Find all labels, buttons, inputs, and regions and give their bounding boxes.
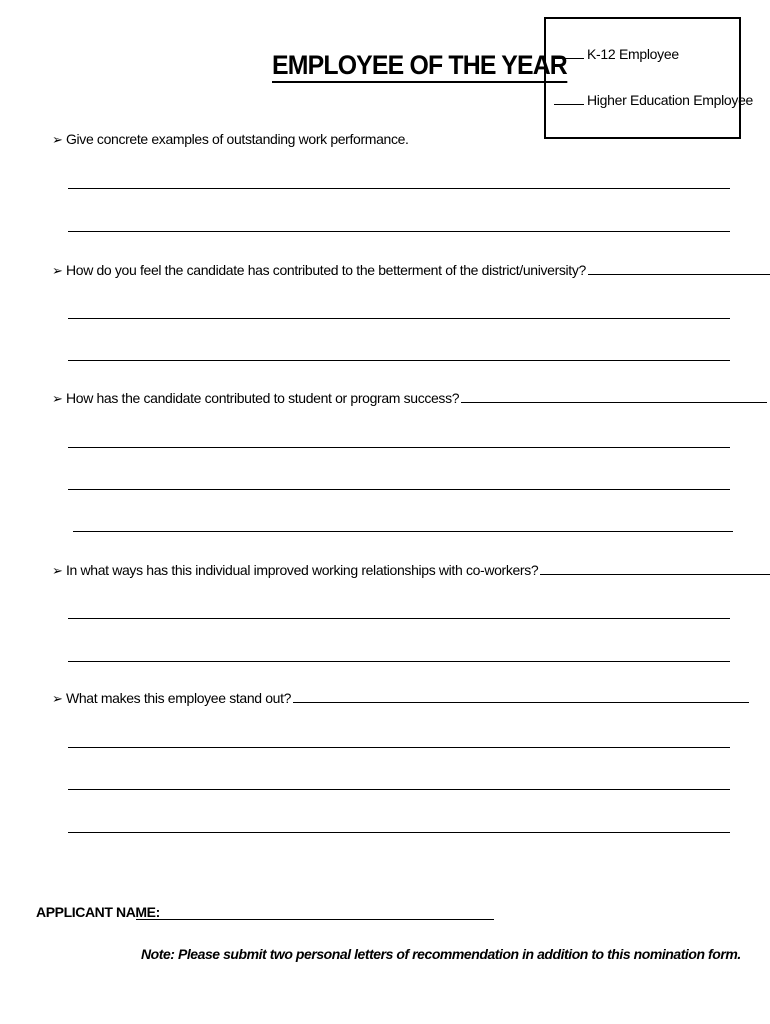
answer-line[interactable] [68,832,730,833]
answer-line[interactable] [68,360,730,361]
arrow-bullet-icon: ➢ [52,132,63,147]
question-1 [52,131,409,148]
question-4 [52,562,770,579]
category-k12-checkline[interactable] [554,57,584,59]
answer-line[interactable] [540,562,770,575]
question-5 [52,690,749,707]
answer-line[interactable] [68,188,730,189]
answer-line[interactable] [68,789,730,790]
category-higher-ed[interactable] [554,92,753,108]
question-5-text: What makes this employee stand out? [66,690,292,706]
category-higher-ed-checkline[interactable] [554,103,584,105]
arrow-bullet-icon: ➢ [52,563,63,578]
category-higher-ed-label: Higher Education Employee [587,92,754,108]
arrow-bullet-icon: ➢ [52,263,63,278]
answer-line[interactable] [293,690,749,703]
question-3-text: How has the candidate contributed to student or program success? [66,390,460,406]
answer-line[interactable] [588,262,770,275]
arrow-bullet-icon: ➢ [52,391,63,406]
answer-line[interactable] [73,531,733,532]
answer-line[interactable] [68,447,730,448]
question-1-text: Give concrete examples of outstanding work performance. [66,131,409,147]
applicant-name-field[interactable] [136,919,494,920]
question-3 [52,390,767,407]
question-2-text: How do you feel the candidate has contributed to the betterment of the district/university? [66,262,586,278]
arrow-bullet-icon: ➢ [52,691,63,706]
form-title: EMPLOYEE OF THE YEAR [272,50,567,83]
answer-line[interactable] [68,747,730,748]
answer-line[interactable] [461,390,767,403]
submission-note: Note: Please submit two personal letters of recommendation in addition to this nomination form. [141,946,741,962]
answer-line[interactable] [68,318,730,319]
category-k12-label: K-12 Employee [587,46,679,62]
applicant-name-label: APPLICANT NAME: [36,904,160,920]
answer-line[interactable] [68,661,730,662]
employee-category-box [544,17,754,139]
question-2 [52,262,770,279]
answer-line[interactable] [68,489,730,490]
answer-line[interactable] [68,618,730,619]
category-k12[interactable] [554,46,679,62]
answer-line[interactable] [68,231,730,232]
question-4-text: In what ways has this individual improved working relationships with co-workers? [66,562,539,578]
